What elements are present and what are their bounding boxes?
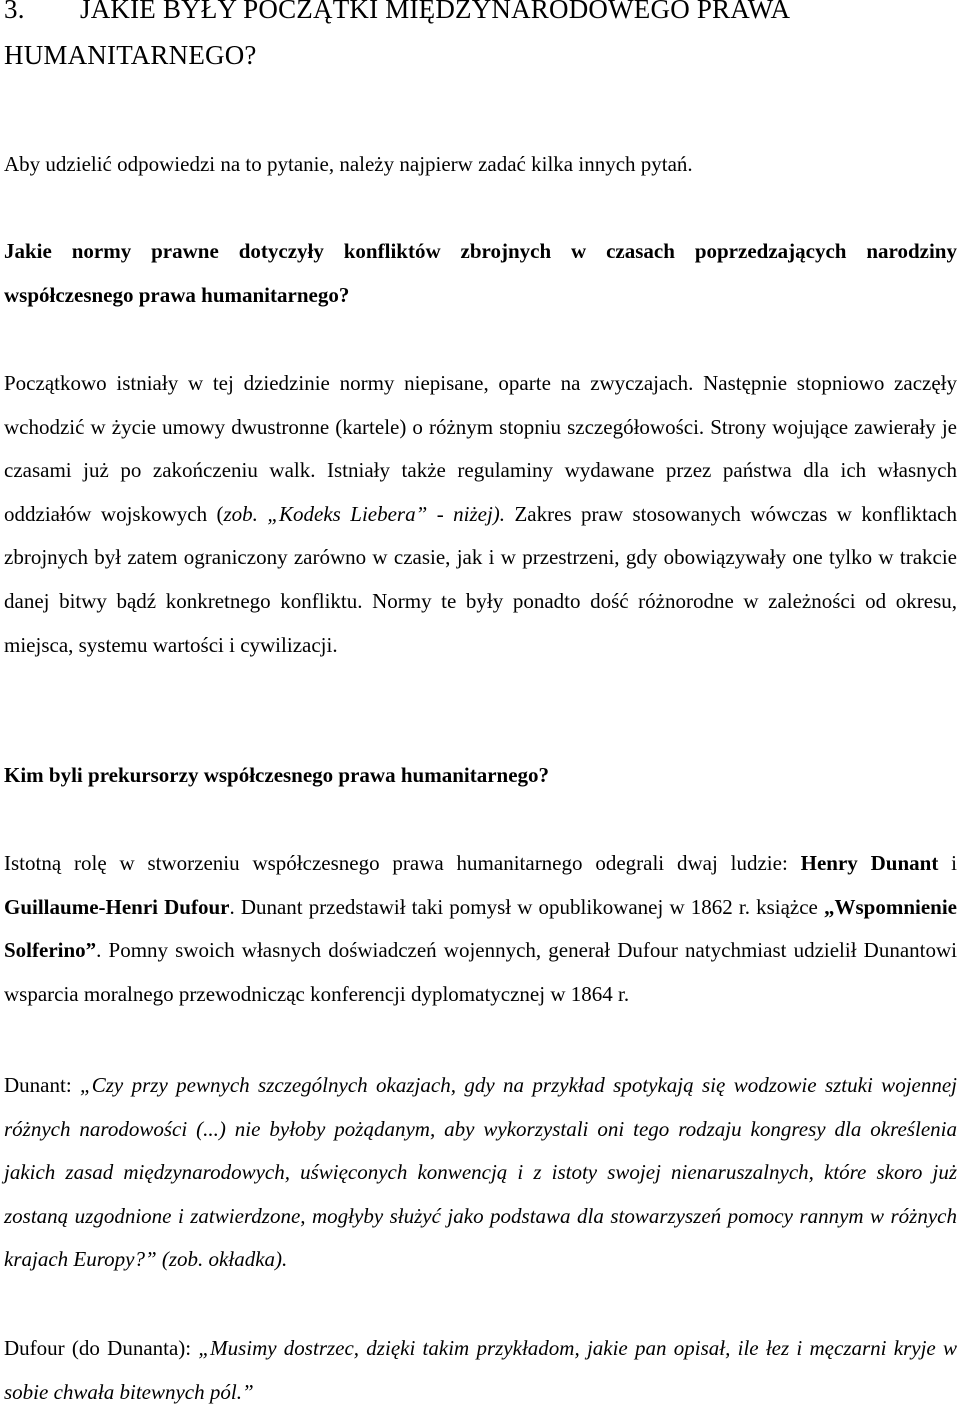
answer-2-text-b: . Dunant przedstawił taki pomysł w opublikowanej w 1862 r. książce: [229, 894, 824, 919]
chapter-number: 3.: [4, 0, 25, 24]
dunant-speaker: Dunant:: [4, 1073, 81, 1097]
cover-reference: (zob. okładka).: [156, 1247, 288, 1272]
answer-2-paragraph: [4, 842, 957, 1016]
chapter-title-text: JAKIE BYŁY POCZĄTKI MIĘDZYNARODOWEGO PRAWA HUMANITARNEGO?: [4, 0, 789, 70]
answer-1-paragraph: [4, 362, 957, 667]
name-guillaume-henri-dufour: Guillaume-Henri Dufour: [4, 894, 230, 919]
name-henry-dunant: Henry Dunant: [800, 851, 939, 875]
question-1: Jakie normy prawne dotyczyły konfliktów zbrojnych w czasach poprzedzających narodziny współczesnego prawa humanitarnego?: [4, 239, 957, 307]
answer-1-text-b: Zakres praw stosowanych wówczas w konfliktach zbrojnych był zatem ograniczony zarówno w czasie, jak i w przestrzeni, gdy obowiązywały one tylko w trakcie danej bitwy bądź konkretnego konfliktu. Normy te były ponadto dość różnorodne w zależności od okresu, miejsca, systemu wartości i cywilizacji.: [4, 501, 957, 657]
book-title: „Wspomnienie Solferino”: [4, 894, 957, 963]
chapter-heading: [4, 0, 957, 78]
dunant-quote-paragraph: [4, 1064, 957, 1282]
dufour-quote-paragraph: [4, 1327, 957, 1414]
dufour-quote: „Musimy dostrzec, dzięki takim przykładom, jakie pan opisał, ile łez i męczarni kryje w sobie chwała bitewnych pól.”: [4, 1336, 957, 1404]
intro-paragraph: Aby udzielić odpowiedzi na to pytanie, należy najpierw zadać kilka innych pytań.: [4, 152, 693, 176]
dunant-quote: „Czy przy pewnych szczególnych okazjach, gdy na przykład spotykają się wodzowie sztuki wojennej różnych narodowości (...) nie byłoby pożądanym, aby wykorzystali oni tego rodzaju kongresy dla określenia jakich zasad międzynarodowych, uświęconych konwencją i z istoty swojej nienaruszalnych, które skoro już zostaną uzgodnione i zatwierdzone, mogłyby służyć jako podstawa dla stowarzyszeń pomocy rannym w różnych krajach Europy?”: [4, 1073, 957, 1272]
question-2: Kim byli prekursorzy współczesnego prawa humanitarnego?: [4, 763, 550, 787]
answer-2-conjunction: i: [938, 851, 957, 875]
answer-2-text-a: Istotną rolę w stworzeniu współczesnego prawa humanitarnego odegrali dwaj ludzie:: [4, 851, 801, 875]
answer-2-text-c: . Pomny swoich własnych doświadczeń wojennych, generał Dufour natychmiast udzielił Dunantowi wsparcia moralnego przewodnicząc konferencji dyplomatycznej w 1864 r.: [4, 938, 957, 1006]
dufour-speaker: Dufour (do Dunanta):: [4, 1336, 199, 1360]
answer-1-text-a: Początkowo istniały w tej dziedzinie normy niepisane, oparte na zwyczajach. Następnie stopniowo zaczęły wchodzić w życie umowy dwustronne (kartele) o różnym stopniu szczegółowości. Strony wojujące zawierały je czasami już po zakończeniu walk. Istniały także regulaminy wydawane przez państwa dla ich własnych oddziałów wojskowych (: [4, 371, 957, 526]
lieber-code-reference: zob. „Kodeks Liebera” - niżej).: [223, 501, 506, 526]
